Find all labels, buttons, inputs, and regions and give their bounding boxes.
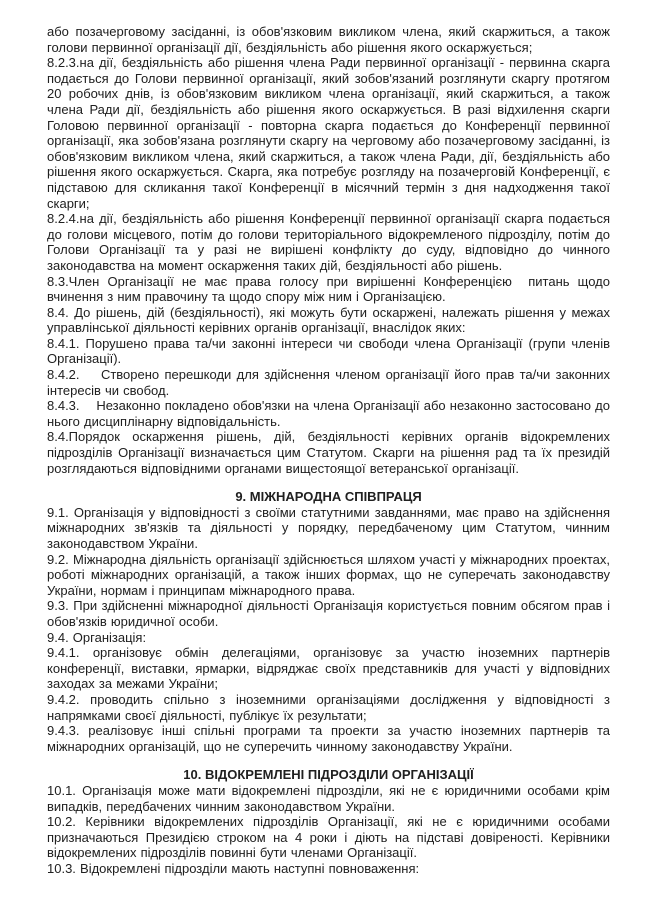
clause-8-4-appeals: 8.4.Порядок оскарження рішень, дій, бездіяльності керівних органів відокремлених підрозділів Організації визначається цим Статутом. Скарги на рішення рад та їх президій розглядаються відповідними органами вищестоящої ветеранської організації.: [47, 429, 610, 476]
clause-8-3: 8.3.Член Організації не має права голосу при вирішенні Конференцією питань щодо вчинення з ним правочину та щодо спору між ним і Організацією.: [47, 273, 610, 305]
clause-9-4: 9.4. Організація:: [47, 629, 147, 645]
clause-9-2: 9.2. Міжнародна діяльність організації здійснюється шляхом участі у міжнародних проектах, роботі міжнародних організацій, а також інших формах, що не суперечать законодавству України, нормам і принципам міжнародного права.: [47, 551, 610, 598]
clause-9-3: 9.3. При здійсненні міжнародної діяльності Організація користується повним обсягом прав і обов'язків юридичної особи.: [47, 598, 610, 629]
clause-9-4-1: 9.4.1. організовує обмін делегаціями, організовує за участю іноземних партнерів конференції, виставки, ярмарки, відряджає своїх представників для участі у відповідних заходах за межами України;: [47, 645, 610, 692]
clause-8-4-3: 8.4.3. Незаконно покладено обов'язки на члена Організації або незаконно застосовано до нього дисциплінарну відповідальність.: [47, 398, 610, 429]
clause-8-4: 8.4. До рішень, дій (бездіяльності), які можуть бути оскаржені, належать рішення у межах управлінської діяльності керівних органів організації, внаслідок яких:: [47, 304, 610, 336]
clause-8-2-3: 8.2.3.на дії, бездіяльність або рішення члена Ради первинної організації - первинна скарга подається до Голови первинної організації, який зобов'язаний розглянути скаргу протягом 20 робочих днів, із обов'язковим викликом члена організації, який скаржиться, а також члена Ради дії, бездіяльність або рішення якого оскаржується. В разі відхилення скарги Головою первинної організації - повторна скарга подається до Конференції первинної організації, яка зобов'язана розглянути скаргу на черговому або позачерговому засіданні, із обов'язковим викликом члена, який скаржиться, а також члена Ради, дії, бездіяльність або рішення якого оскаржується. Скарга, яка потребує розгляду на позачерговій Конференції, є підставою для скликання такої Конференції в місячний термін з дня надходження такої скарги;: [47, 55, 610, 211]
clause-8-4-2: 8.4.2. Створено перешкоди для здійснення членом організації його прав та/чи законних інтересів чи свобод.: [47, 367, 610, 398]
section-heading-9: 9. МІЖНАРОДНА СПІВПРАЦЯ: [235, 489, 422, 505]
clause-10-3: 10.3. Відокремлені підрозділи мають наступні повноваження:: [47, 860, 420, 876]
paragraph-continued: або позачерговому засіданні, із обов'язковим викликом члена, який скаржиться, а також голови первинної організації дії, бездіяльність або рішення якого оскаржується;: [47, 24, 610, 55]
clause-8-4-1: 8.4.1. Порушено права та/чи законні інтереси чи свободи члена Організації (групи членів Організації).: [47, 335, 610, 367]
clause-8-2-4: 8.2.4.на дії, бездіяльність або рішення Конференції первинної організації скарга подається до голови місцевого, потім до голови територіального відокремленого підрозділу, потім до Голови Організації та у разі не вирішені конфлікту до суду, відповідно до чинного законодавства на момент оскарження таких дій, бездіяльності або рішень.: [47, 211, 610, 273]
section-heading-10: 10. ВІДОКРЕМЛЕНІ ПІДРОЗДІЛИ ОРГАНІЗАЦІЇ: [183, 767, 474, 783]
clause-9-1: 9.1. Організація у відповідності з своїми статутними завданнями, має право на здійснення міжнародних зв'язків та діяльності у порядку, передбаченому цим Статутом, чинним законодавством України.: [47, 504, 610, 551]
clause-10-1: 10.1. Організація може мати відокремлені підрозділи, які не є юридичними особами крім випадків, передбачених чинним законодавством України.: [47, 782, 610, 814]
clause-9-4-3: 9.4.3. реалізовує інші спільні програми та проекти за участю іноземних партнерів та міжнародних організацій, що не суперечить чинному законодавству України.: [47, 723, 610, 754]
clause-10-2: 10.2. Керівники відокремлених підрозділів Організації, які не є юридичними особами призначаються Президією строком на 4 роки і діють на підставі довіреності. Керівники відокремлених підрозділів повинні бути членами Організації.: [47, 814, 610, 861]
clause-9-4-2: 9.4.2. проводить спільно з іноземними організаціями дослідження у відповідності з напрямками своєї діяльності, публікує їх результати;: [47, 691, 610, 723]
